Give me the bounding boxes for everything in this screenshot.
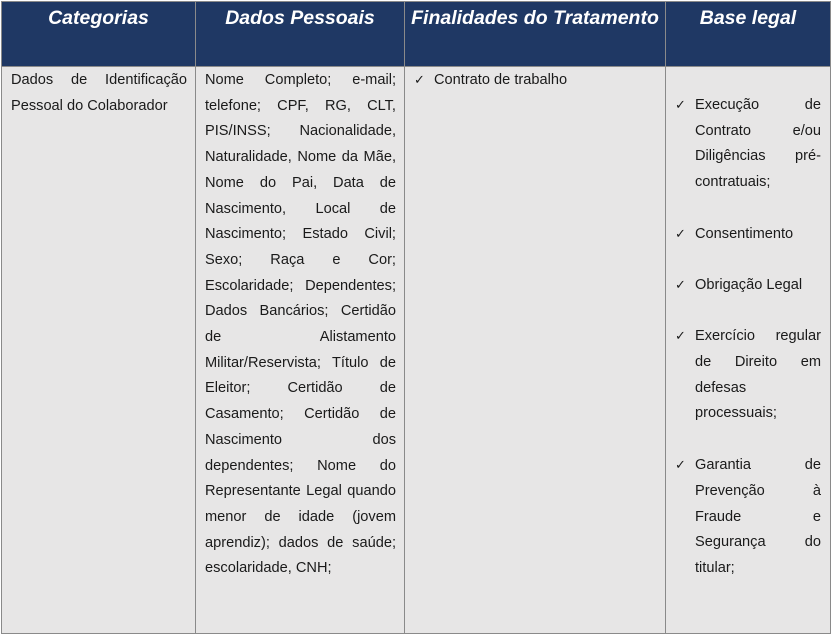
header-categorias: Categorias	[2, 2, 196, 67]
finalidade-text: Contrato de trabalho	[434, 72, 568, 88]
list-item	[675, 93, 821, 196]
base-legal-text: Execução de Contrato e/ou Diligências pré-contratuais;	[695, 97, 821, 191]
cell-categoria: Dados de Identificação Pessoal do Colaborador	[2, 67, 196, 634]
cell-base-legal	[666, 67, 831, 634]
list-item	[675, 453, 821, 582]
list-item	[675, 273, 821, 299]
cell-finalidades	[405, 67, 666, 634]
data-table	[1, 1, 831, 634]
cell-dados-pessoais: Nome Completo; e-mail; telefone; CPF, RG, CLT, PIS/INSS; Nacionalidade, Naturalidade, Nome da Mãe, Nome do Pai, Data de Nascimento, Local de Nascimento; Estado Civil; Sexo; Raça e Cor; Escolaridade; Dependentes; Dados Bancários; Certidão de Alistamento Militar/Reservista; Título de Eleitor; Certidão de Casamento; Certidão de Nascimento dos dependentes; Nome do Representante Legal quando menor de idade (jovem aprendiz); dados de saúde; escolaridade, CNH;	[196, 67, 405, 634]
check-icon: ✓	[675, 226, 686, 242]
list-item	[675, 324, 821, 427]
header-finalidades: Finalidades do Tratamento	[405, 2, 666, 67]
base-legal-text: Consentimento	[695, 225, 794, 242]
header-row	[2, 2, 831, 67]
list-item	[414, 68, 657, 94]
check-icon: ✓	[675, 277, 686, 293]
check-icon: ✓	[675, 329, 686, 345]
base-legal-text: Garantia de Prevenção à Fraude e Segurança do titular;	[695, 457, 821, 576]
check-icon: ✓	[675, 458, 686, 474]
list-item	[675, 222, 821, 248]
base-legal-text: Exercício regular de Direito em defesas processuais;	[695, 328, 821, 422]
check-icon: ✓	[414, 73, 425, 88]
base-legal-list	[675, 93, 821, 582]
check-icon: ✓	[675, 98, 686, 113]
header-dados-pessoais: Dados Pessoais	[196, 2, 405, 67]
table-row	[2, 67, 831, 634]
header-base-legal: Base legal	[666, 2, 831, 67]
base-legal-text: Obrigação Legal	[695, 276, 803, 293]
